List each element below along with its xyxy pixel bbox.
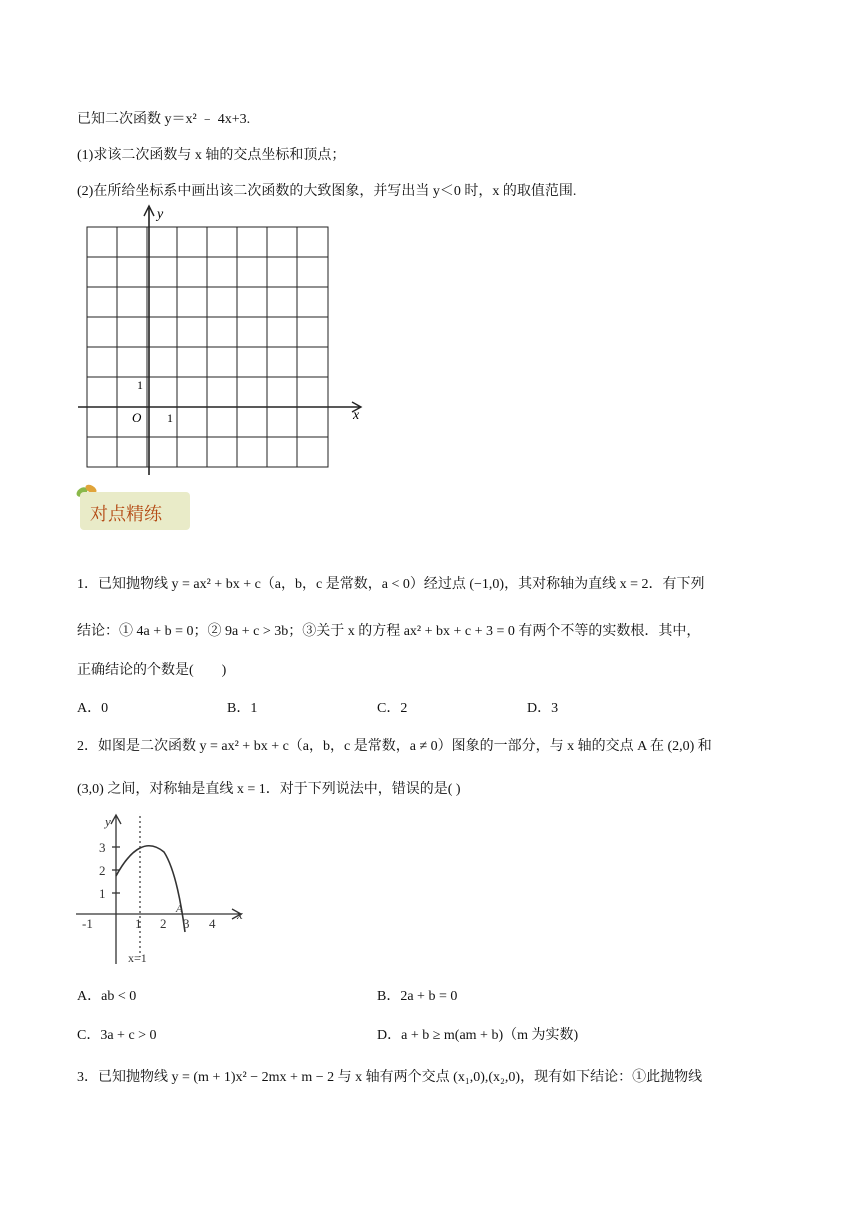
grid-y-label: y — [157, 207, 164, 222]
section-badge — [80, 492, 190, 530]
graph-x-tick-3: 3 — [183, 916, 190, 931]
graph-x-tick-neg1: -1 — [82, 916, 93, 931]
intro-line-3: (2)在所给坐标系中画出该二次函数的大致图象，并写出当 y＜0 时，x 的取值范围. — [77, 184, 577, 199]
intro-line-1: 已知二次函数 y＝x² ﹣ 4x+3. — [77, 112, 251, 127]
graph-y-label: y — [105, 814, 111, 829]
q1-option-d: D．3 — [527, 701, 559, 716]
parabola-graph — [72, 812, 252, 972]
q2-option-d: D．a + b ≥ m(am + b)（m 为实数) — [377, 1028, 579, 1043]
graph-x-tick-4: 4 — [209, 916, 216, 931]
grid-origin: O — [132, 410, 142, 425]
section-badge-label: 对点精练 — [90, 504, 162, 525]
q2-option-a: A．ab < 0 — [77, 989, 137, 1004]
q2-line-2: (3,0) 之间，对称轴是直线 x = 1．对于下列说法中，错误的是( ) — [77, 782, 461, 797]
q1-option-c: C．2 — [377, 701, 408, 716]
q1-option-b: B．1 — [227, 701, 258, 716]
parabola-curve — [116, 846, 185, 932]
q2-line-1: 2．如图是二次函数 y = ax² + bx + c（a，b，c 是常数，a ≠ 0）图象的一部分，与 x 轴的交点 A 在 (2,0) 和 — [77, 739, 712, 754]
q1-line-1: 1．已知抛物线 y = ax² + bx + c（a，b，c 是常数，a < 0）经过点 (−1,0)，其对称轴为直线 x = 2．有下列 — [77, 577, 705, 592]
grid-unit-x: 1 — [167, 411, 173, 425]
coordinate-grid — [70, 200, 370, 480]
grid-unit-y: 1 — [137, 378, 143, 392]
q1-line-3: 正确结论的个数是( ) — [77, 663, 227, 678]
graph-x-tick-2: 2 — [160, 916, 167, 931]
q2-option-b: B．2a + b = 0 — [377, 989, 458, 1004]
graph-x-label: x — [237, 907, 243, 922]
q1-line-2: 结论：① 4a + b = 0；② 9a + c > 3b；③关于 x 的方程 ax² + bx + c + 3 = 0 有两个不等的实数根．其中， — [77, 624, 701, 639]
graph-y-tick-3: 3 — [99, 840, 106, 855]
graph-symmetry-label: x=1 — [128, 951, 147, 965]
graph-x-tick-1: 1 — [135, 916, 142, 931]
q1-option-a: A．0 — [77, 701, 109, 716]
graph-point-a: A — [176, 903, 183, 915]
grid-x-label: x — [353, 408, 360, 423]
intro-line-2: (1)求该二次函数与 x 轴的交点坐标和顶点； — [77, 148, 346, 163]
q2-option-c: C．3a + c > 0 — [77, 1028, 157, 1043]
q3-line-1: 3．已知抛物线 y = (m + 1)x² − 2mx + m − 2 与 x 轴有两个交点 (x₁,0),(x₂,0)，现有如下结论：①此抛物线 — [77, 1070, 703, 1085]
graph-y-tick-2: 2 — [99, 863, 106, 878]
graph-y-tick-1: 1 — [99, 886, 106, 901]
